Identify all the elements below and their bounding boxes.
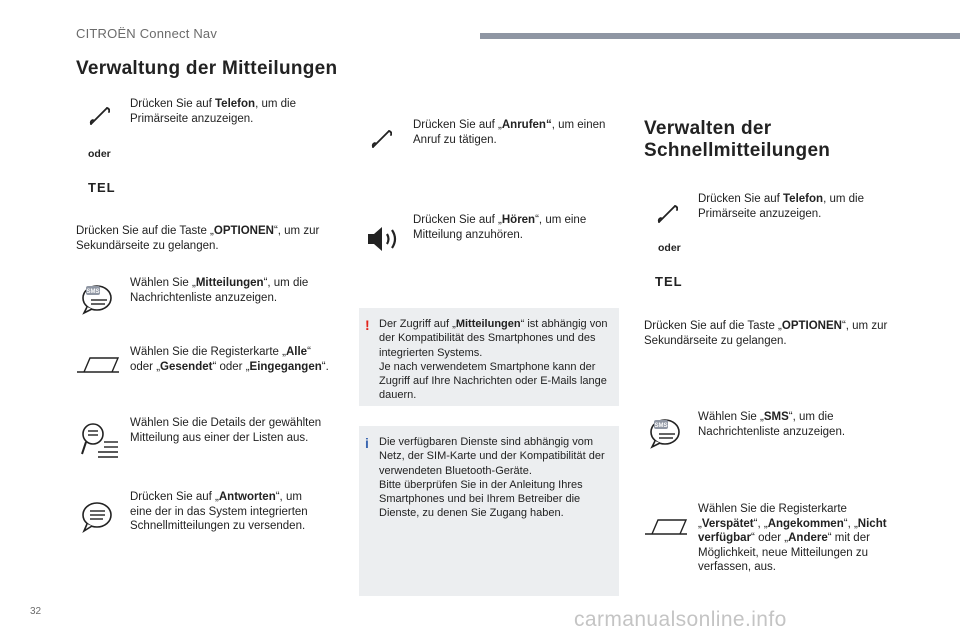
right-step-4: Wählen Sie die Registerkarte „Verspätet“, „Angekommen“, „Nicht verfügbar“ oder „Andere“ mit der Möglichkeit, neue Mitteilungen zu verfassen, aus. [698,503,887,573]
info-text-2: Bitte überprüfen Sie in der Anleitung Ihres Smartphones und bei Ihrem Betreiber die Dienste, zu denen Sie Zugang haben. [379,478,583,520]
left-step-2: Drücken Sie auf die Taste „OPTIONEN“, um zur Sekundärseite zu gelangen. [76,225,320,252]
section-title-right: Verwalten der Schnellmitteilungen [644,118,831,161]
reply-bubble-icon [80,500,116,534]
header-title: CITROËN Connect Nav [76,26,218,41]
section-title-left: Verwaltung der Mitteilungen [76,58,338,79]
right-step-1: Drücken Sie auf Telefon, um die Primärseite anzuzeigen. [698,193,864,220]
warning-note [359,308,619,406]
phone-handset-icon [370,128,392,150]
header-bar [480,33,960,39]
warning-text-2: Je nach verwendetem Smartphone kann der Zugriff auf Ihre Nachrichten oder E-Mails lange dauern. [379,360,607,402]
warning-text-1: Der Zugriff auf „Mitteilungen“ ist abhängig von der Kompatibilität des Smartphones und des integrierten Systems. [379,318,608,359]
or-label-left: oder [88,148,111,160]
left-step-4: Wählen Sie die Registerkarte „Alle“ oder „Gesendet“ oder „Eingegangen“. [130,346,329,373]
left-step-1: Drücken Sie auf Telefon, um die Primärseite anzuzeigen. [130,98,296,125]
warning-icon: ! [365,317,370,333]
info-text-1: Die verfügbaren Dienste sind abhängig vom Netz, der SIM-Karte und der Kompatibilität der verwendeten Bluetooth-Geräte. [379,436,605,477]
sms-bubble-icon [648,416,684,450]
right-step-3: Wählen Sie „SMS“, um die Nachrichtenliste anzuzeigen. [698,411,846,438]
watermark: carmanualsonline.info [574,608,787,631]
tel-button-label-right: TEL [655,274,683,289]
phone-handset-icon [88,105,110,127]
sms-bubble-icon [80,282,116,316]
speaker-icon [366,225,402,253]
right-step-2: Drücken Sie auf die Taste „OPTIONEN“, um zur Sekundärseite zu gelangen. [644,320,888,347]
or-label-right: oder [658,242,681,254]
info-note [359,426,619,596]
phone-handset-icon [656,203,678,225]
tel-button-label-left: TEL [88,180,116,195]
page-number: 32 [30,606,42,617]
svg-text:SMS: SMS [86,289,100,295]
svg-text:SMS: SMS [654,423,668,429]
tab-parallelogram-icon [76,355,120,375]
info-icon: i [365,435,369,451]
middle-step-1: Drücken Sie auf „Anrufen“, um einen Anruf zu tätigen. [413,119,606,146]
left-step-3: Wählen Sie „Mitteilungen“, um die Nachrichtenliste anzuzeigen. [130,277,309,304]
left-step-5: Wählen Sie die Details der gewählten Mitteilung aus einer der Listen aus. [130,417,322,444]
left-step-6: Drücken Sie auf „Antworten“, um eine der in das System integrierten Schnellmitteilungen zu versenden. [130,491,308,532]
tab-parallelogram-icon [644,517,688,537]
middle-step-2: Drücken Sie auf „Hören“, um eine Mitteilung anzuhören. [413,214,587,241]
message-details-icon [80,420,120,460]
